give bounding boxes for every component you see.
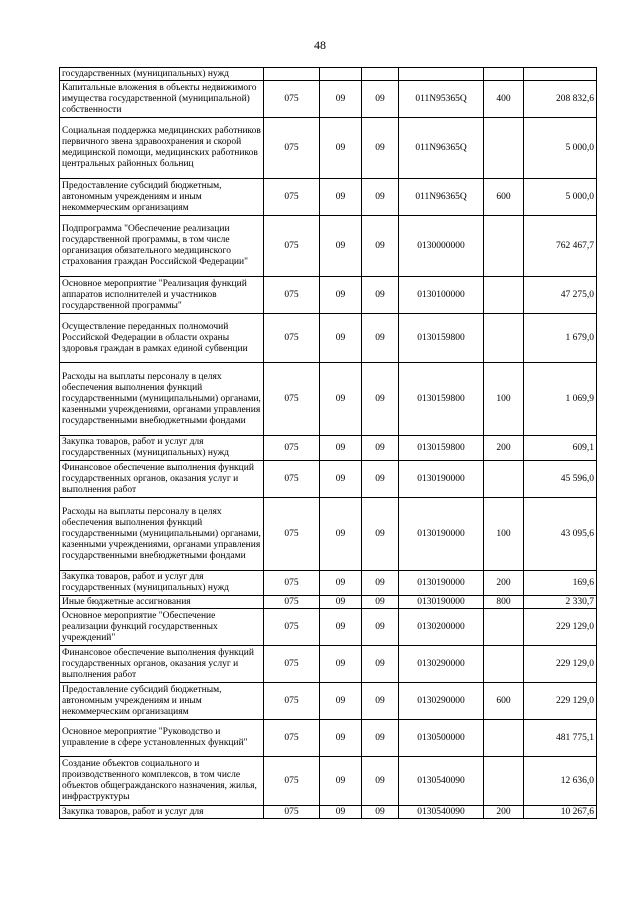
row-rz-cell: 09	[320, 314, 362, 363]
row-gr-cell: 075	[264, 277, 320, 314]
row-csr-cell: 0130000000	[399, 216, 484, 277]
table-row	[60, 118, 597, 179]
row-pr-cell: 09	[362, 646, 399, 683]
row-pr-cell: 09	[362, 118, 399, 179]
table-row	[60, 683, 597, 720]
row-name-cell: Закупка товаров, работ и услуг для государственных (муниципальных) нужд	[60, 571, 264, 596]
row-rz-cell: 09	[320, 683, 362, 720]
row-rz-cell: 09	[320, 757, 362, 806]
row-vr-cell	[484, 68, 524, 81]
row-csr-cell: 0130190000	[399, 596, 484, 609]
row-vr-cell: 200	[484, 436, 524, 461]
row-name-cell: Подпрограмма "Обеспечение реализации государственной программы, в том числе организация обязательного медицинского страхования граждан Российской Федерации"	[60, 216, 264, 277]
row-csr-cell: 0130290000	[399, 646, 484, 683]
row-sum-cell: 47 275,0	[524, 277, 597, 314]
row-sum-cell: 609,1	[524, 436, 597, 461]
row-name-cell: Основное мероприятие "Руководство и управление в сфере установленных функций"	[60, 720, 264, 757]
row-gr-cell: 075	[264, 216, 320, 277]
row-name-cell: Создание объектов социального и производственного комплексов, в том числе объектов общегражданского назначения, жилья, инфраструктуры	[60, 757, 264, 806]
row-sum-cell: 5 000,0	[524, 118, 597, 179]
table-row	[60, 571, 597, 596]
row-csr-cell: 0130200000	[399, 609, 484, 646]
row-gr-cell: 075	[264, 436, 320, 461]
row-rz-cell: 09	[320, 118, 362, 179]
table-row	[60, 277, 597, 314]
table-row	[60, 461, 597, 498]
row-csr-cell: 011N96365Q	[399, 179, 484, 216]
row-csr-cell: 0130159800	[399, 436, 484, 461]
row-gr-cell: 075	[264, 314, 320, 363]
row-gr-cell: 075	[264, 646, 320, 683]
row-pr-cell: 09	[362, 436, 399, 461]
row-pr-cell: 09	[362, 363, 399, 436]
row-csr-cell: 0130159800	[399, 363, 484, 436]
row-pr-cell: 09	[362, 179, 399, 216]
row-sum-cell: 1 069,9	[524, 363, 597, 436]
row-name-cell: Расходы на выплаты персоналу в целях обеспечения выполнения функций государственными (муниципальными) органами, казенными учреждениями, органами управления государственными внебюджетными фондами	[60, 498, 264, 571]
row-rz-cell: 09	[320, 609, 362, 646]
row-vr-cell: 200	[484, 571, 524, 596]
row-name-cell: Капитальные вложения в объекты недвижимого имущества государственной (муниципальной) собственности	[60, 81, 264, 118]
row-sum-cell: 229 129,0	[524, 683, 597, 720]
table-row	[60, 216, 597, 277]
row-pr-cell: 09	[362, 498, 399, 571]
row-sum-cell: 229 129,0	[524, 646, 597, 683]
row-vr-cell	[484, 646, 524, 683]
row-sum-cell: 2 330,7	[524, 596, 597, 609]
row-vr-cell	[484, 314, 524, 363]
row-gr-cell: 075	[264, 806, 320, 819]
row-vr-cell: 100	[484, 363, 524, 436]
row-csr-cell: 011N95365Q	[399, 81, 484, 118]
row-csr-cell: 0130540090	[399, 757, 484, 806]
table-row	[60, 314, 597, 363]
row-gr-cell: 075	[264, 609, 320, 646]
row-name-cell: Социальная поддержка медицинских работников первичного звена здравоохранения и скорой медицинской помощи, медицинских работников центральных районных больниц	[60, 118, 264, 179]
row-pr-cell: 09	[362, 216, 399, 277]
row-csr-cell: 0130290000	[399, 683, 484, 720]
row-gr-cell: 075	[264, 179, 320, 216]
row-gr-cell: 075	[264, 461, 320, 498]
table-row	[60, 720, 597, 757]
row-pr-cell: 09	[362, 571, 399, 596]
row-pr-cell	[362, 68, 399, 81]
row-csr-cell: 0130100000	[399, 277, 484, 314]
row-rz-cell: 09	[320, 179, 362, 216]
row-vr-cell	[484, 720, 524, 757]
row-csr-cell: 0130190000	[399, 498, 484, 571]
row-vr-cell	[484, 757, 524, 806]
row-sum-cell: 169,6	[524, 571, 597, 596]
row-rz-cell: 09	[320, 461, 362, 498]
row-pr-cell: 09	[362, 757, 399, 806]
row-vr-cell	[484, 216, 524, 277]
row-name-cell: Расходы на выплаты персоналу в целях обеспечения выполнения функций государственными (муниципальными) органами, казенными учреждениями, органами управления государственными внебюджетными фондами	[60, 363, 264, 436]
row-rz-cell	[320, 68, 362, 81]
row-vr-cell: 600	[484, 179, 524, 216]
row-gr-cell: 075	[264, 683, 320, 720]
table-row	[60, 68, 597, 81]
row-name-cell: Закупка товаров, работ и услуг для государственных (муниципальных) нужд	[60, 436, 264, 461]
row-sum-cell: 10 267,6	[524, 806, 597, 819]
row-sum-cell: 481 775,1	[524, 720, 597, 757]
row-csr-cell: 0130190000	[399, 571, 484, 596]
row-name-cell: Финансовое обеспечение выполнения функций государственных органов, оказания услуг и выполнения работ	[60, 646, 264, 683]
table-row	[60, 498, 597, 571]
row-vr-cell: 600	[484, 683, 524, 720]
row-pr-cell: 09	[362, 806, 399, 819]
row-gr-cell: 075	[264, 571, 320, 596]
row-pr-cell: 09	[362, 683, 399, 720]
row-vr-cell: 200	[484, 806, 524, 819]
row-vr-cell: 100	[484, 498, 524, 571]
row-name-cell: Основное мероприятие "Реализация функций аппаратов исполнителей и участников государственной программы"	[60, 277, 264, 314]
row-gr-cell: 075	[264, 363, 320, 436]
row-vr-cell	[484, 277, 524, 314]
row-name-cell: Осуществление переданных полномочий Российской Федерации в области охраны здоровья граждан в рамках единой субвенции	[60, 314, 264, 363]
row-pr-cell: 09	[362, 314, 399, 363]
table-row	[60, 436, 597, 461]
row-sum-cell: 45 596,0	[524, 461, 597, 498]
row-rz-cell: 09	[320, 81, 362, 118]
row-rz-cell: 09	[320, 806, 362, 819]
row-gr-cell	[264, 68, 320, 81]
row-gr-cell: 075	[264, 498, 320, 571]
row-vr-cell: 400	[484, 81, 524, 118]
table-row	[60, 806, 597, 819]
row-rz-cell: 09	[320, 596, 362, 609]
table-row	[60, 363, 597, 436]
row-name-cell: Предоставление субсидий бюджетным, автономным учреждениям и иным некоммерческим организациям	[60, 683, 264, 720]
row-vr-cell	[484, 609, 524, 646]
row-sum-cell: 5 000,0	[524, 179, 597, 216]
row-sum-cell	[524, 68, 597, 81]
row-name-cell: Закупка товаров, работ и услуг для	[60, 806, 264, 819]
row-sum-cell: 43 095,6	[524, 498, 597, 571]
row-gr-cell: 075	[264, 118, 320, 179]
row-pr-cell: 09	[362, 720, 399, 757]
table-row	[60, 81, 597, 118]
table-row	[60, 646, 597, 683]
row-rz-cell: 09	[320, 571, 362, 596]
row-sum-cell: 12 636,0	[524, 757, 597, 806]
row-name-cell: Основное мероприятие "Обеспечение реализации функций государственных учреждений"	[60, 609, 264, 646]
row-rz-cell: 09	[320, 363, 362, 436]
row-rz-cell: 09	[320, 436, 362, 461]
row-pr-cell: 09	[362, 596, 399, 609]
row-csr-cell: 011N96365Q	[399, 118, 484, 179]
row-gr-cell: 075	[264, 757, 320, 806]
row-csr-cell: 0130190000	[399, 461, 484, 498]
table-row	[60, 757, 597, 806]
row-gr-cell: 075	[264, 720, 320, 757]
row-vr-cell	[484, 461, 524, 498]
row-csr-cell: 0130159800	[399, 314, 484, 363]
row-pr-cell: 09	[362, 277, 399, 314]
table-row	[60, 596, 597, 609]
row-sum-cell: 208 832,6	[524, 81, 597, 118]
row-csr-cell: 0130500000	[399, 720, 484, 757]
row-csr-cell	[399, 68, 484, 81]
row-rz-cell: 09	[320, 216, 362, 277]
row-pr-cell: 09	[362, 461, 399, 498]
row-sum-cell: 229 129,0	[524, 609, 597, 646]
row-pr-cell: 09	[362, 81, 399, 118]
row-sum-cell: 1 679,0	[524, 314, 597, 363]
row-name-cell: Предоставление субсидий бюджетным, автономным учреждениям и иным некоммерческим организациям	[60, 179, 264, 216]
table-row	[60, 179, 597, 216]
row-sum-cell: 762 467,7	[524, 216, 597, 277]
table-row	[60, 609, 597, 646]
row-rz-cell: 09	[320, 720, 362, 757]
row-rz-cell: 09	[320, 277, 362, 314]
row-csr-cell: 0130540090	[399, 806, 484, 819]
budget-table	[59, 67, 597, 819]
row-name-cell: Иные бюджетные ассигнования	[60, 596, 264, 609]
row-gr-cell: 075	[264, 81, 320, 118]
row-rz-cell: 09	[320, 498, 362, 571]
row-vr-cell: 800	[484, 596, 524, 609]
row-name-cell: государственных (муниципальных) нужд	[60, 68, 264, 81]
row-gr-cell: 075	[264, 596, 320, 609]
row-name-cell: Финансовое обеспечение выполнения функций государственных органов, оказания услуг и выполнения работ	[60, 461, 264, 498]
row-rz-cell: 09	[320, 646, 362, 683]
page-number: 48	[314, 38, 326, 52]
row-vr-cell	[484, 118, 524, 179]
row-pr-cell: 09	[362, 609, 399, 646]
